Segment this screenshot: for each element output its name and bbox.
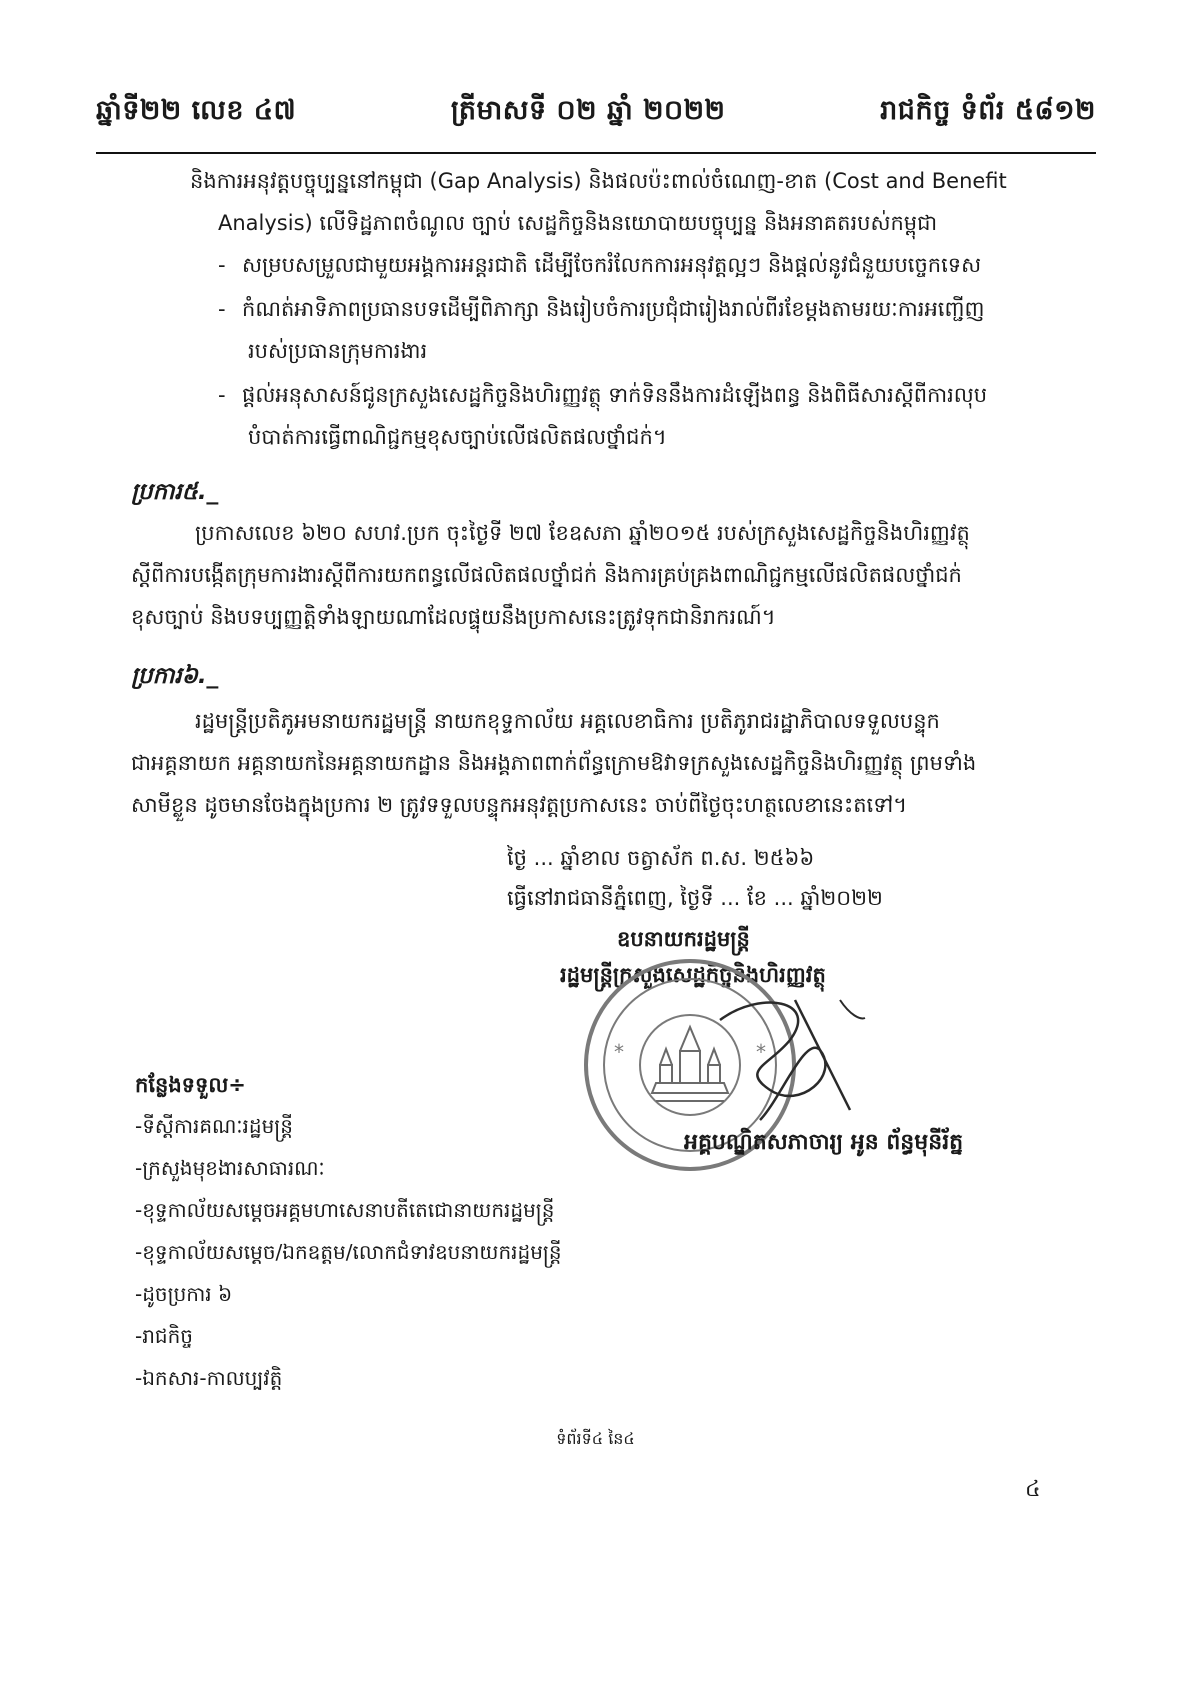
- bullet-item: [218, 244, 1090, 286]
- list-item: -រាជកិច្ច: [135, 1324, 193, 1348]
- article-6-line: រដ្ឋមន្ត្រីប្រតិភូអមនាយករដ្ឋមន្ត្រី នាយកខុទ្ទកាល័យ អគ្គលេខាធិការ ប្រតិភូរាជរដ្ឋាភិបាលទទួលបន្ទុក: [195, 709, 940, 733]
- header-year-issue: ឆ្នាំទី២២ លេខ ៤៧: [96, 94, 297, 126]
- bullet-line: បំបាត់ការធ្វើពាណិជ្ជកម្មខុសច្បាប់លើផលិតផលថ្នាំជក់។: [248, 425, 667, 449]
- header-page: រាជកិច្ច ទំព័រ ៥៨១២: [880, 94, 1096, 126]
- signer-title-2: រដ្ឋមន្ត្រីក្រសួងសេដ្ឋកិច្ចនិងហិរញ្ញវត្ថុ: [560, 963, 826, 987]
- list-item: -ឯកសារ-កាលប្បវត្តិ: [135, 1366, 283, 1390]
- date-block: [507, 838, 1067, 918]
- bullet-item: [218, 288, 1090, 372]
- distribution-list: [135, 1105, 655, 1399]
- bullet-dash: -: [218, 383, 226, 407]
- handwritten-signature-icon: [700, 980, 870, 1130]
- header-divider: [96, 152, 1096, 154]
- bullet-line: របស់ប្រធានក្រុមការងារ: [248, 339, 428, 363]
- svg-text:*: *: [614, 1040, 624, 1064]
- article-6-heading: ប្រការ៦._: [131, 663, 219, 689]
- list-item: -ទីស្តីការគណៈរដ្ឋមន្ត្រី: [135, 1114, 293, 1138]
- lunar-date: ថ្ងៃ ... ឆ្នាំខាល ចត្វាស័ក ព.ស. ២៥៦៦: [507, 846, 815, 870]
- page-number: ទំព័រទី៤ នៃ៤: [556, 1429, 635, 1448]
- gazette-header: [96, 88, 1096, 138]
- bullet-dash: -: [218, 297, 226, 321]
- list-item: -ដូចប្រការ ៦: [135, 1282, 233, 1306]
- place-date: ធ្វើនៅរាជធានីភ្នំពេញ, ថ្ងៃទី ... ខែ ... ឆ្នាំ២០២២: [507, 886, 883, 910]
- bullet-item: [218, 374, 1090, 458]
- article-5-body: [131, 512, 1091, 638]
- bullet-dash: -: [218, 253, 226, 277]
- article-6-body: [131, 700, 1091, 826]
- article-5-heading: ប្រការ៥._: [131, 479, 219, 505]
- list-item: -ខុទ្ទកាល័យសម្តេចអគ្គមហាសេនាបតីតេជោនាយករដ្ឋមន្ត្រី: [135, 1198, 555, 1222]
- header-quarter: ត្រីមាសទី ០២ ឆ្នាំ ២០២២: [450, 94, 726, 126]
- intro-line: និងការអនុវត្តបច្ចុប្បន្ននៅកម្ពុជា (Gap Analysis) និងផលប៉ះពាល់ចំណេញ-ខាត (Cost and Benefit: [190, 169, 1007, 193]
- svg-text:*: *: [756, 1040, 766, 1064]
- list-item: -ក្រសួងមុខងារសាធារណៈ: [135, 1156, 325, 1180]
- bullet-line: កំណត់អាទិភាពប្រធានបទដើម្បីពិភាក្សា និងរៀបចំការប្រជុំជារៀងរាល់ពីរខែម្តងតាមរយៈការអញ្ជើញ: [242, 297, 985, 321]
- intro-line: Analysis) លើទិដ្ឋភាពចំណូល ច្បាប់ សេដ្ឋកិច្ចនិងនយោបាយបច្ចុប្បន្ន និងអនាគតរបស់កម្ពុជា: [218, 211, 938, 235]
- bullet-line: ផ្តល់អនុសាសន៍ជូនក្រសួងសេដ្ឋកិច្ចនិងហិរញ្ញវត្ថុ ទាក់ទិននឹងការដំឡើងពន្ធ និងពិធីសារស្តីពីការលុប: [242, 383, 988, 407]
- article-6-line: ជាអគ្គនាយក អគ្គនាយកនៃអគ្គនាយកដ្ឋាន និងអង្គភាពពាក់ព័ន្ធក្រោមឱវាទក្រសួងសេដ្ឋកិច្ចនិងហិរញ្ញវត្ថុ ព្រមទាំង: [131, 751, 977, 775]
- article-6-line: សាមីខ្លួន ដូចមានចែងក្នុងប្រការ ២ ត្រូវទទួលបន្ទុកអនុវត្តប្រកាសនេះ ចាប់ពីថ្ងៃចុះហត្ថលេខានេះតទៅ។: [131, 793, 908, 817]
- signer-title-1: ឧបនាយករដ្ឋមន្ត្រី: [617, 927, 750, 951]
- article-5-line: ខុសច្បាប់ និងបទប្បញ្ញត្តិទាំងឡាយណាដែលផ្ទុយនឹងប្រកាសនេះត្រូវទុកជានិរាករណ៍។: [131, 605, 776, 629]
- bullet-line: សម្របសម្រួលជាមួយអង្គការអន្តរជាតិ ដើម្បីចែករំលែកការអនុវត្តល្អៗ និងផ្តល់នូវជំនួយបច្ចេកទេស: [242, 253, 982, 277]
- article-5-line: ស្តីពីការបង្កើតក្រុមការងារស្តីពីការយកពន្ធលើផលិតផលថ្នាំជក់ និងការគ្រប់គ្រងពាណិជ្ជកម្មលើផលិតផលថ្នាំជក់: [131, 563, 962, 587]
- list-item: -ខុទ្ទកាល័យសម្តេច/ឯកឧត្តម/លោកជំទាវឧបនាយករដ្ឋមន្ត្រី: [135, 1240, 562, 1264]
- distribution-title: កន្លែងទទួល÷: [135, 1073, 246, 1097]
- article-5-line: ប្រកាសលេខ ៦២០ សហវ.ប្រក ចុះថ្ងៃទី ២៧ ខែឧសភា ឆ្នាំ២០១៥ របស់ក្រសួងសេដ្ឋកិច្ចនិងហិរញ្ញវត្ថុ: [195, 521, 970, 545]
- intro-paragraph: [190, 160, 1090, 244]
- initial-mark: ៤: [1025, 1477, 1041, 1502]
- signer-name: អគ្គបណ្ឌិតសភាចារ្យ អូន ព័ន្ធមុនីរ័ត្ន: [684, 1130, 964, 1155]
